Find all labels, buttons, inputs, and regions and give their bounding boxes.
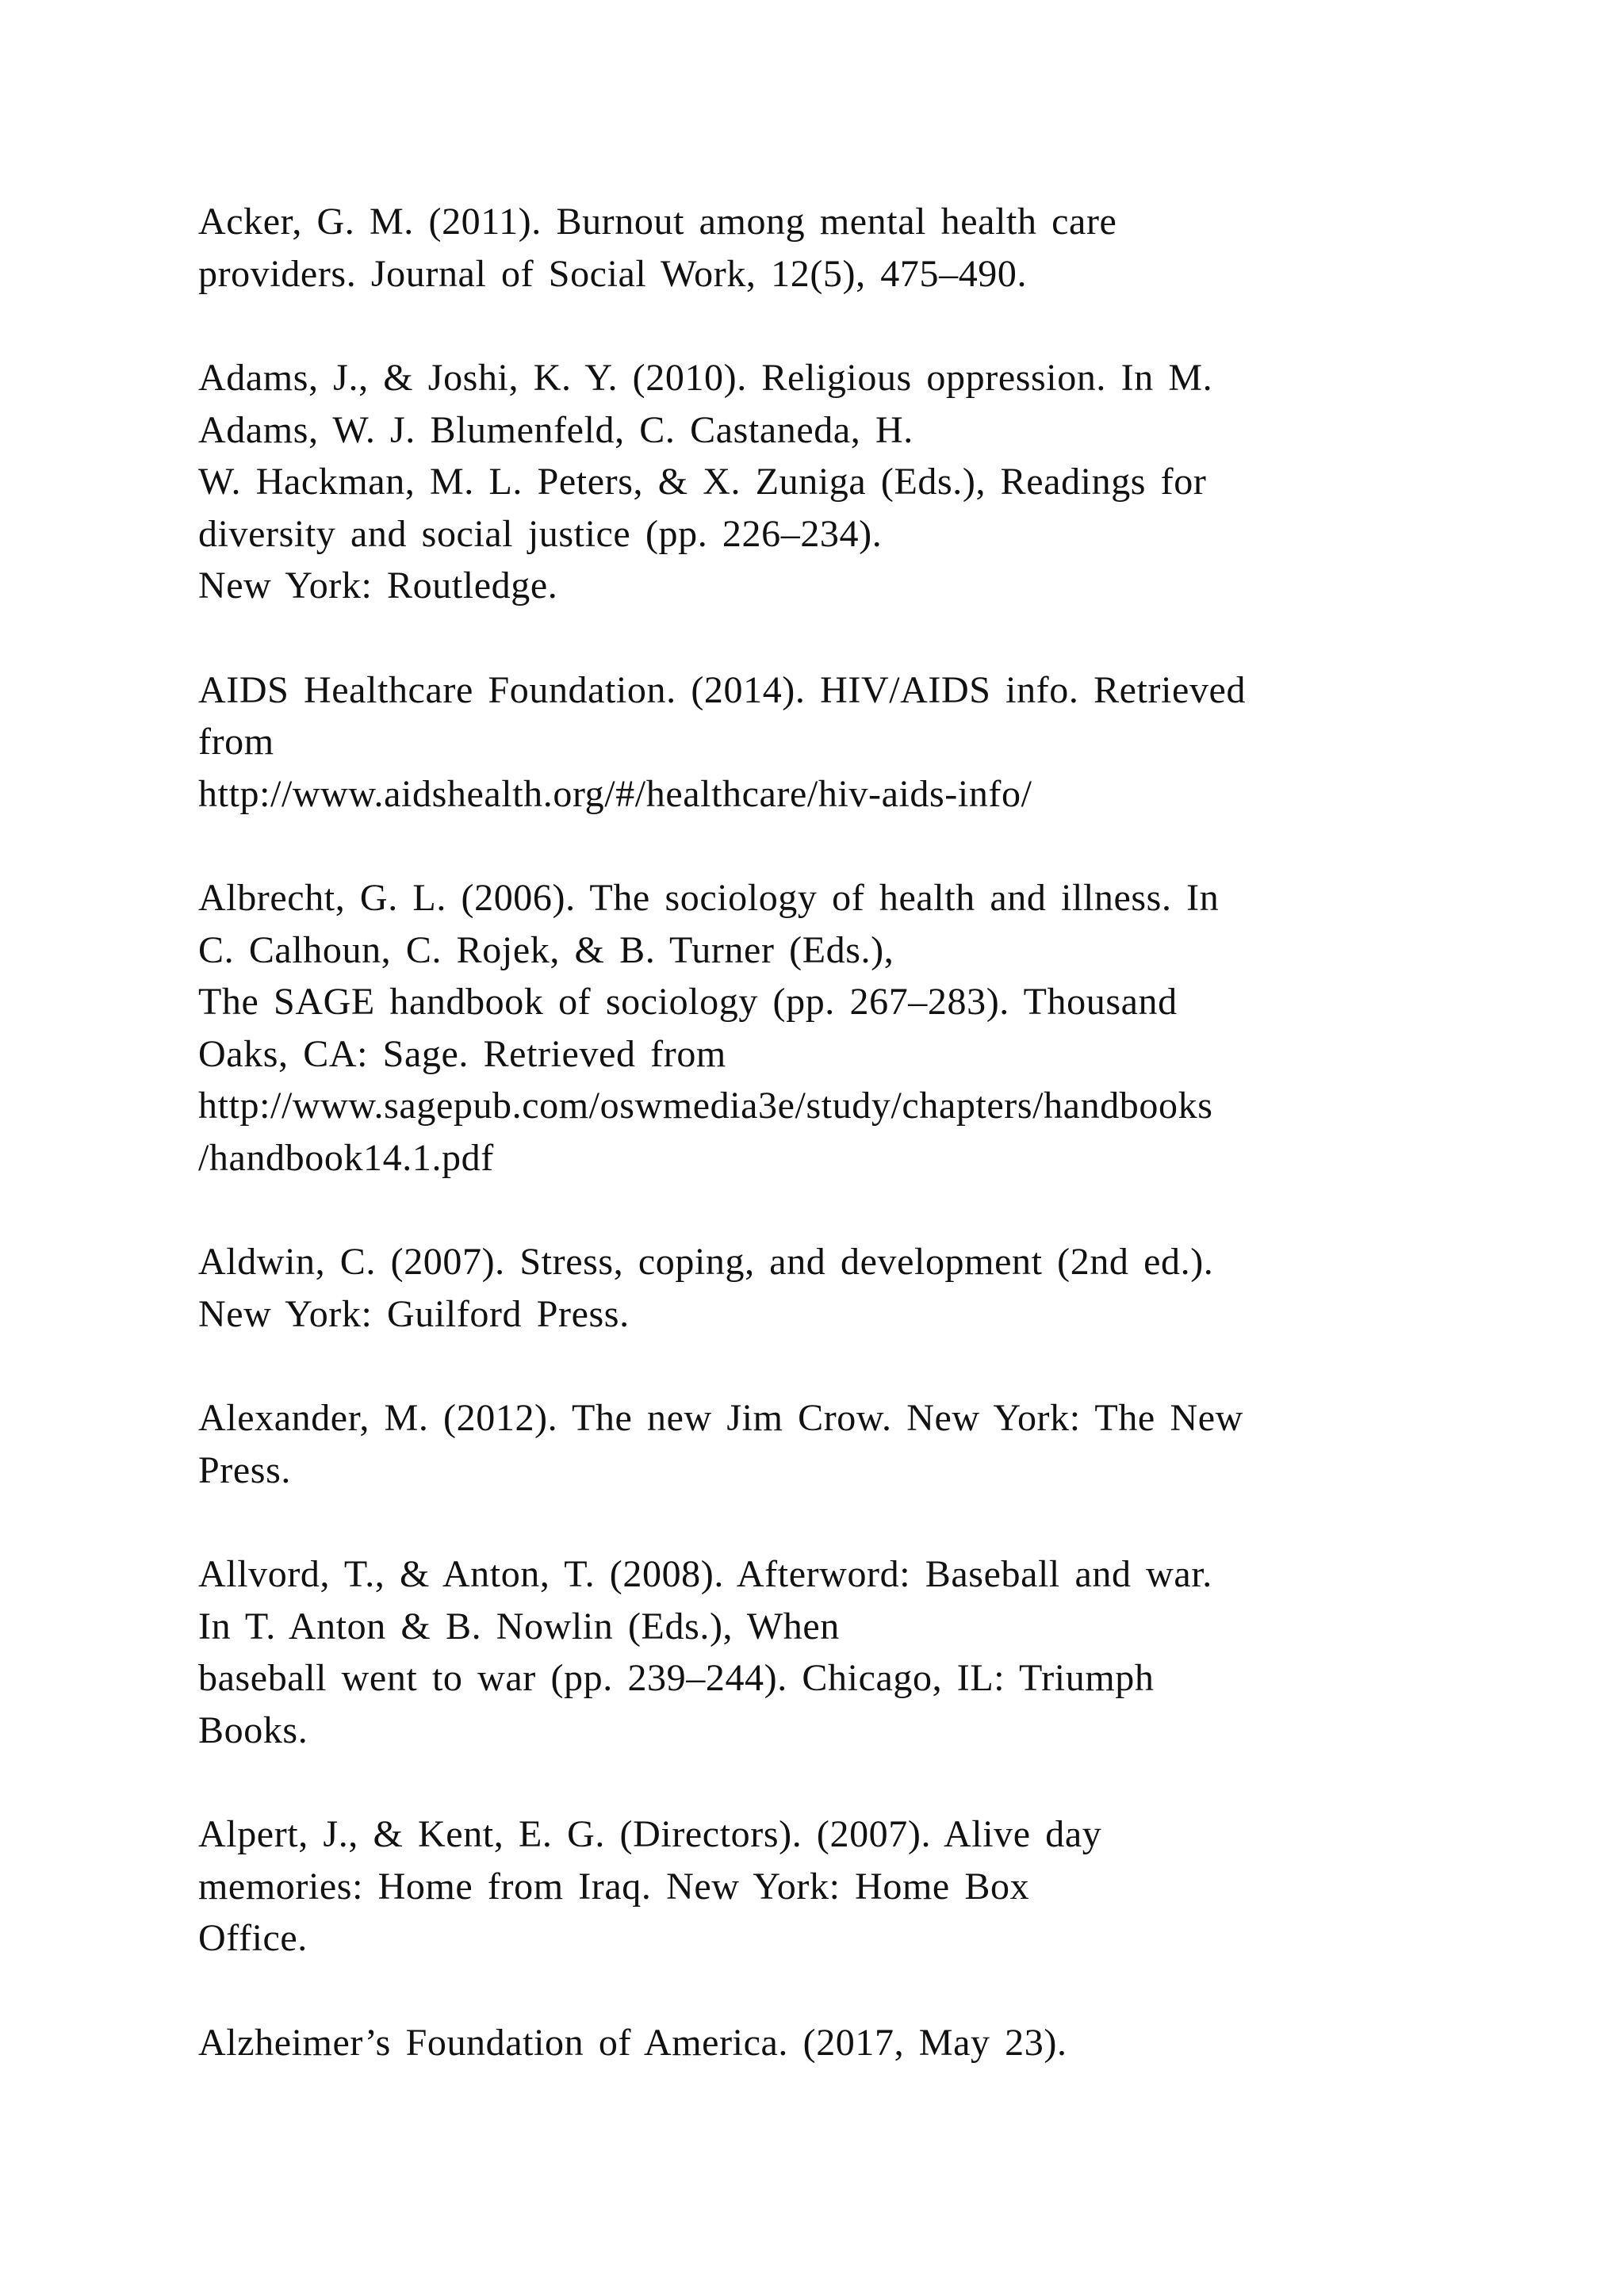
- reference-line: Alpert, J., & Kent, E. G. (Directors). (2007). Alive day: [198, 1813, 1102, 1855]
- reference-line: Acker, G. M. (2011). Burnout among mental health care: [198, 201, 1117, 243]
- reference-line: C. Calhoun, C. Rojek, & B. Turner (Eds.),: [198, 928, 894, 971]
- reference-line: W. Hackman, M. L. Peters, & X. Zuniga (Eds.), Readings for: [198, 461, 1207, 503]
- reference-entry: [198, 196, 1530, 300]
- reference-entry: [198, 352, 1530, 612]
- reference-entry: [198, 664, 1530, 821]
- reference-entry: [198, 1236, 1530, 1340]
- reference-line: Aldwin, C. (2007). Stress, coping, and development (2nd ed.).: [198, 1241, 1214, 1283]
- reference-url: /handbook14.1.pdf: [198, 1136, 494, 1179]
- reference-line: Adams, W. J. Blumenfeld, C. Castaneda, H.: [198, 408, 914, 451]
- reference-entry: [198, 1548, 1530, 1756]
- reference-url: http://www.sagepub.com/oswmedia3e/study/chapters/handbooks: [198, 1085, 1213, 1127]
- reference-line: baseball went to war (pp. 239–244). Chicago, IL: Triumph: [198, 1657, 1155, 1699]
- reference-line: memories: Home from Iraq. New York: Home Box: [198, 1865, 1030, 1908]
- reference-line: New York: Routledge.: [198, 564, 558, 607]
- reference-line: from: [198, 721, 274, 763]
- reference-entry: [198, 872, 1530, 1184]
- reference-url: http://www.aidshealth.org/#/healthcare/hiv-aids-info/: [198, 772, 1032, 815]
- reference-line: AIDS Healthcare Foundation. (2014). HIV/AIDS info. Retrieved: [198, 668, 1247, 711]
- reference-line: The SAGE handbook of sociology (pp. 267–283). Thousand: [198, 981, 1178, 1023]
- reference-line: Albrecht, G. L. (2006). The sociology of health and illness. In: [198, 877, 1220, 919]
- reference-line: Oaks, CA: Sage. Retrieved from: [198, 1032, 726, 1075]
- reference-line: Alzheimer’s Foundation of America. (2017, May 23).: [198, 2021, 1067, 2064]
- reference-line: diversity and social justice (pp. 226–234).: [198, 512, 883, 555]
- reference-list: [198, 196, 1530, 2121]
- reference-line: Allvord, T., & Anton, T. (2008). Afterword: Baseball and war.: [198, 1553, 1212, 1595]
- reference-entry: [198, 1808, 1530, 1965]
- reference-entry: [198, 1392, 1530, 1496]
- reference-line: In T. Anton & B. Nowlin (Eds.), When: [198, 1605, 840, 1647]
- reference-line: Alexander, M. (2012). The new Jim Crow. New York: The New: [198, 1397, 1243, 1439]
- reference-line: Books.: [198, 1709, 308, 1751]
- reference-line: Adams, J., & Joshi, K. Y. (2010). Religious oppression. In M.: [198, 357, 1213, 399]
- reference-line: New York: Guilford Press.: [198, 1292, 630, 1335]
- reference-entry: [198, 2017, 1530, 2069]
- reference-line: Press.: [198, 1448, 291, 1491]
- reference-line: Office.: [198, 1917, 308, 1959]
- reference-line: providers. Journal of Social Work, 12(5), 475–490.: [198, 252, 1028, 295]
